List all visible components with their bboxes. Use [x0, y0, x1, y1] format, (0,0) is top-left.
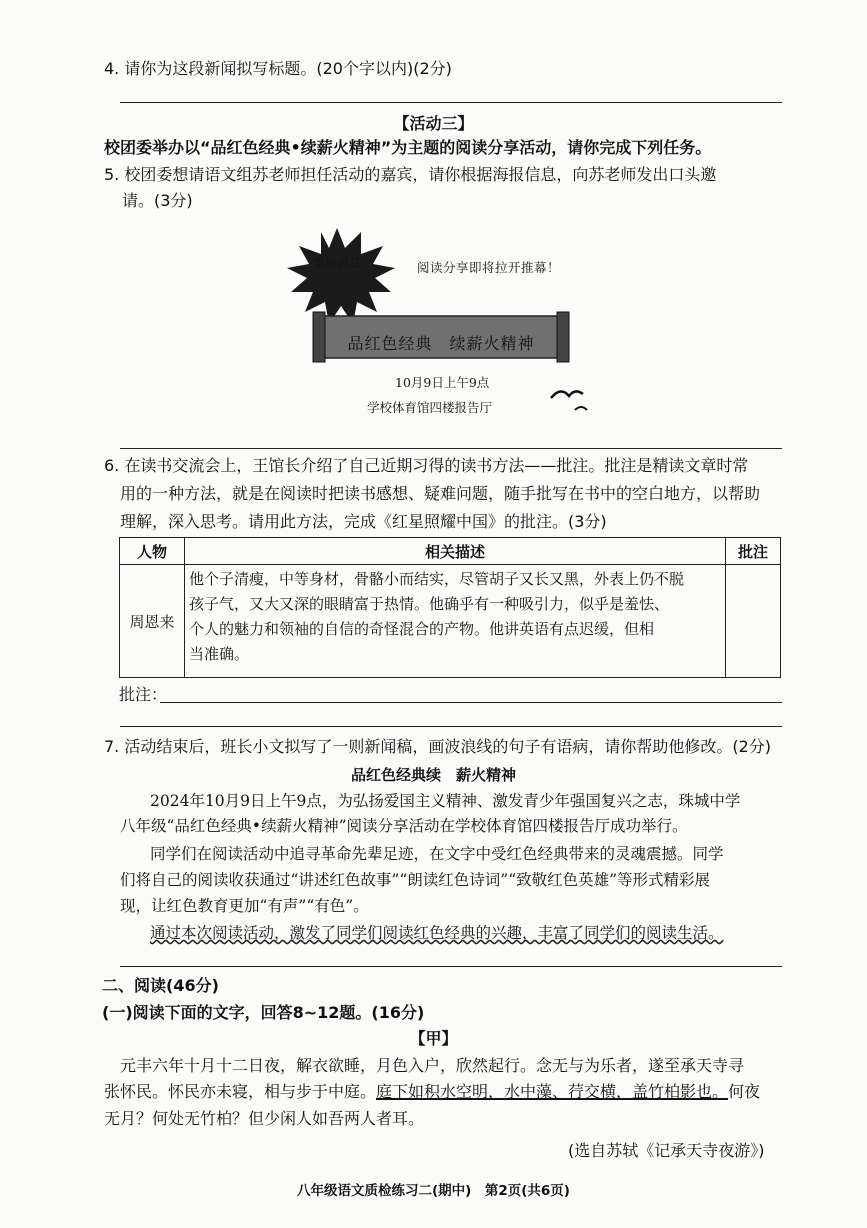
poster-venue: 学校体育馆四楼报告厅 — [367, 400, 493, 415]
underlined-sentence: 庭下如积水空明，水中藻、荇交横，盖竹柏影也。 — [376, 1082, 729, 1101]
page-footer: 八年级语文质检练习二(期中) 第2页(共6页) — [297, 1183, 570, 1199]
activity3-intro: 校团委举办以“品红色经典•续薪火精神”为主题的阅读分享活动，请你完成下列任务。 — [104, 138, 712, 157]
question-4: 4. 请你为这段新闻拟写标题。(20个字以内)(2分) — [104, 59, 452, 78]
passage-line: 无月？何处无竹柏？但少闲人如吾两人者耳。 — [104, 1109, 425, 1128]
answer-line — [120, 102, 782, 103]
news-paragraph-line: 们将自己的阅读收获通过“讲述红色故事”“朗读红色诗词”“致敬红色英雄”等形式精彩展 — [120, 871, 711, 889]
question-5-line2: 请。(3分) — [122, 191, 193, 210]
section2-heading: 二、阅读(46分) — [102, 976, 219, 995]
poster-scroll-title: 品红色经典 续薪火精神 — [347, 334, 535, 353]
description-line: 他个子清瘦，中等身材，骨骼小而结实，尽管胡子又长又黑，外表上仍不脱 — [189, 570, 685, 588]
person-cell: 周恩来 — [120, 565, 185, 678]
event-poster — [285, 226, 605, 426]
passage-jia-label: 【甲】 — [409, 1029, 458, 1048]
description-cell — [185, 565, 726, 678]
question-6-line2: 用的一种方法，就是在阅读时把读书感想、疑难问题，随手批写在书中的空白地方，以帮助 — [120, 484, 761, 503]
table-row — [120, 565, 781, 678]
description-line: 当准确。 — [189, 645, 250, 663]
poster-tagline: 阅读分享即将拉开推幕！ — [417, 260, 561, 275]
table-header: 人物 — [120, 538, 185, 565]
news-paragraph-line: 现，让红色教育更加“有声”“有色”。 — [120, 897, 369, 915]
wavy-underlined-sentence: 通过本次阅读活动，激发了同学们阅读红色经典的兴趣，丰富了同学们的阅读生活。 — [150, 924, 724, 942]
poster-date: 10月9日上午9点 — [395, 375, 490, 390]
annotation-answer-line[interactable] — [160, 702, 782, 703]
poster-badge: 重磅消息 — [312, 256, 361, 270]
news-paragraph-line: 2024年10月9日上午9点，为弘扬爱国主义精神、激发青少年强国复兴之志，珠城中学 — [150, 792, 741, 810]
section2-subheading: (一)阅读下面的文字，回答8~12题。(16分) — [102, 1003, 425, 1022]
news-paragraph-line: 八年级“品红色经典•续薪火精神”阅读分享活动在学校体育馆四楼报告厅成功举行。 — [120, 817, 688, 835]
annotation-cell[interactable] — [726, 565, 781, 678]
activity3-heading: 【活动三】 — [393, 114, 474, 133]
news-paragraph-line: 同学们在阅读活动中追寻革命先辈足迹，在文字中受红色经典带来的灵魂震撼。同学 — [150, 845, 724, 863]
question-6-line3: 理解，深入思考。请用此方法，完成《红星照耀中国》的批注。(3分) — [120, 512, 607, 531]
table-header: 批注 — [726, 538, 781, 565]
annotation-table — [119, 537, 781, 678]
question-7: 7. 活动结束后，班长小文拟写了一则新闻稿，画波浪线的句子有语病，请你帮助他修改。(2分) — [104, 737, 772, 756]
passage-line: 元丰六年十月十二日夜，解衣欲睡，月色入户，欣然起行。念无与为乐者，遂至承天寺寻 — [120, 1056, 745, 1075]
table-header-row — [120, 538, 781, 565]
passage-text: 何夜 — [728, 1082, 761, 1101]
description-line: 孩子气，又大又深的眼睛富于热情。他确乎有一种吸引力，似乎是羞怯、 — [189, 595, 670, 613]
news-title: 品红色经典续 薪火精神 — [350, 766, 516, 784]
bird-mark — [575, 407, 587, 410]
annotation-label: 批注： — [119, 685, 168, 704]
answer-line — [120, 966, 782, 967]
question-5-line1: 5. 校团委想请语文组苏老师担任活动的嘉宾，请你根据海报信息，向苏老师发出口头邀 — [104, 165, 717, 184]
bird-mark — [551, 391, 583, 398]
table-header: 相关描述 — [185, 538, 726, 565]
question-6-line1: 6. 在读书交流会上，王馆长介绍了自己近期习得的读书方法——批注。批注是精读文章时常 — [104, 456, 749, 475]
description-line: 个人的魅力和领袖的自信的奇怪混合的产物。他讲英语有点迟缓，但相 — [189, 620, 655, 638]
answer-line — [120, 726, 782, 727]
passage-source: (选自苏轼《记承天寺夜游》) — [568, 1141, 765, 1160]
starburst-shape — [287, 228, 395, 324]
answer-line — [120, 448, 782, 449]
passage-text: 张怀民。怀民亦未寝，相与步于中庭。 — [104, 1082, 377, 1101]
passage-line — [104, 1081, 760, 1103]
